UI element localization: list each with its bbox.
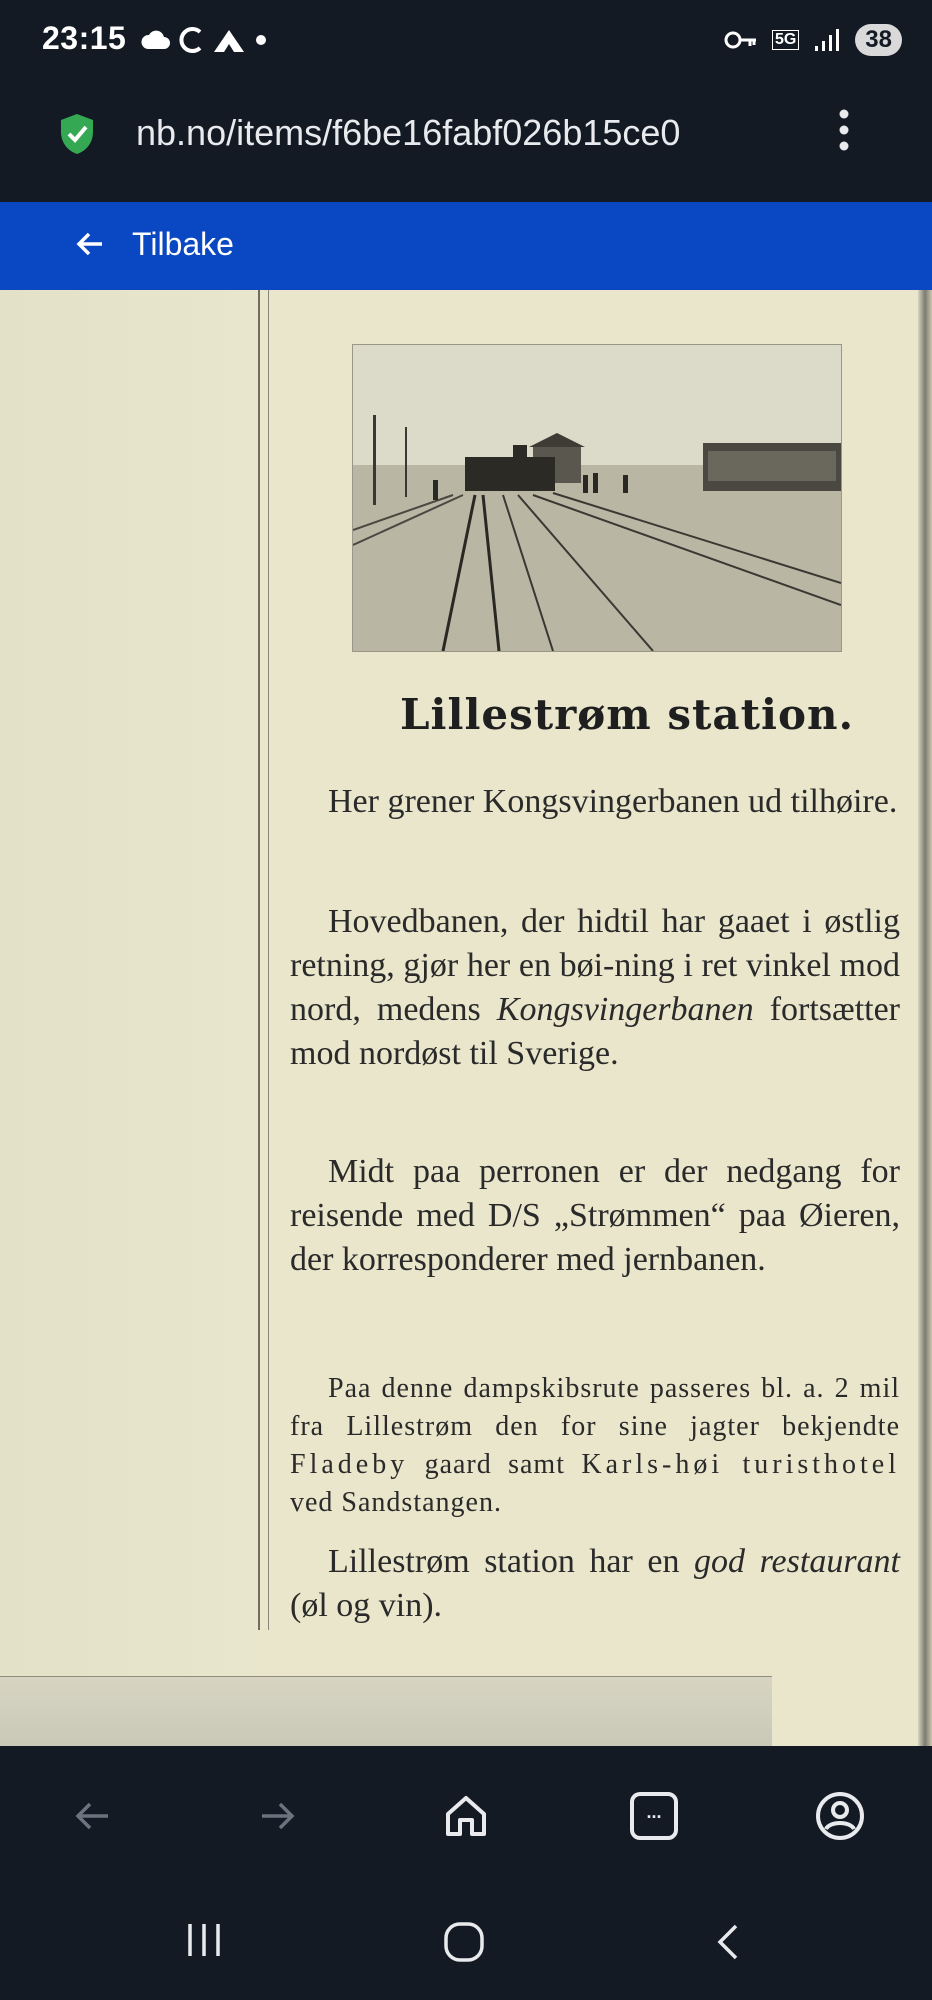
back-button-label[interactable]: Tilbake <box>132 226 234 262</box>
page-title: Lillestrøm station. <box>400 690 855 739</box>
key-icon <box>724 30 758 50</box>
browser-url-bar[interactable] <box>0 82 932 202</box>
status-notification-icons <box>140 20 268 60</box>
paragraph-3-text: Midt paa perronen er der nedgang for reisende med D/S „Strømmen“ paa Øieren, der korresponderer med jernbanen. <box>290 1153 900 1278</box>
status-system-icons <box>724 20 902 60</box>
small-paragraph-text-3: ved Sandstangen. <box>290 1487 502 1518</box>
paragraph-2-text: Hovedbanen, der hidtil har gaaet i østlig retning, gjør her en bøi-ning i ret vinkel mod nord, medens <box>290 903 900 1028</box>
paragraph-last-italic: god restaurant <box>694 1543 901 1580</box>
small-paragraph-text-1: Paa denne dampskibsrute passeres bl. a. 2 mil fra Lillestrøm den for sine jagter bekjendte <box>290 1373 900 1442</box>
home-circle-icon[interactable] <box>442 1920 486 1964</box>
small-paragraph <box>290 1370 900 1522</box>
app-header <box>0 202 932 290</box>
dot-icon <box>254 33 268 47</box>
tabs-button[interactable] <box>626 1788 682 1844</box>
document-viewer[interactable] <box>0 290 932 1746</box>
paragraph-3 <box>290 1150 900 1282</box>
url-fade <box>740 102 800 172</box>
system-nav-bar <box>0 1886 932 2000</box>
next-page-plate <box>0 1676 772 1746</box>
paragraph-last-text: Lillestrøm station har en <box>328 1543 695 1580</box>
mountain-icon <box>212 26 246 54</box>
left-page-margin <box>0 290 262 1746</box>
column-rule <box>258 290 260 1630</box>
c-icon <box>178 24 204 56</box>
status-bar <box>0 0 932 82</box>
battery-icon: 38 <box>855 24 902 56</box>
forward-icon[interactable] <box>250 1788 306 1844</box>
page-edge <box>918 290 932 1746</box>
paragraph-last-tail: (øl og vin). <box>290 1587 443 1624</box>
signal-icon <box>813 28 841 52</box>
home-icon[interactable] <box>438 1788 494 1844</box>
paragraph-1-text: Her grener Kongsvingerbanen ud tilhøire. <box>328 783 898 820</box>
paragraph-1 <box>290 780 900 824</box>
paragraph-2-tail: fortsætter mod nordøst til Sverige. <box>290 991 900 1072</box>
small-paragraph-text-2: gaard samt <box>408 1449 582 1480</box>
paragraph-2 <box>290 900 900 1076</box>
small-paragraph-spaced-2: Karls-høi turisthotel <box>581 1449 901 1480</box>
url-text[interactable]: nb.no/items/f6be16fabf026b15ce0 <box>136 112 681 153</box>
paragraph-2-italic: Kongsvingerbanen <box>496 991 754 1028</box>
small-paragraph-spaced-1: Fladeby <box>290 1449 409 1480</box>
column-rule-inner <box>268 290 269 1630</box>
browser-nav-bar <box>0 1746 932 1886</box>
railway-station-photo <box>352 344 842 652</box>
more-vert-icon[interactable] <box>838 108 850 152</box>
back-icon[interactable] <box>64 1788 120 1844</box>
cloud-icon <box>140 29 170 51</box>
account-icon[interactable] <box>812 1788 868 1844</box>
network-5g-icon: 5G <box>772 30 799 50</box>
shield-check-icon[interactable] <box>58 112 96 156</box>
recents-icon[interactable] <box>184 1920 224 1960</box>
status-time: 23:15 <box>42 20 127 56</box>
arrow-back-icon[interactable] <box>72 226 108 262</box>
system-back-icon[interactable] <box>708 1920 748 1964</box>
tabs-label: ... <box>646 1802 662 1822</box>
paragraph-last <box>290 1540 900 1628</box>
